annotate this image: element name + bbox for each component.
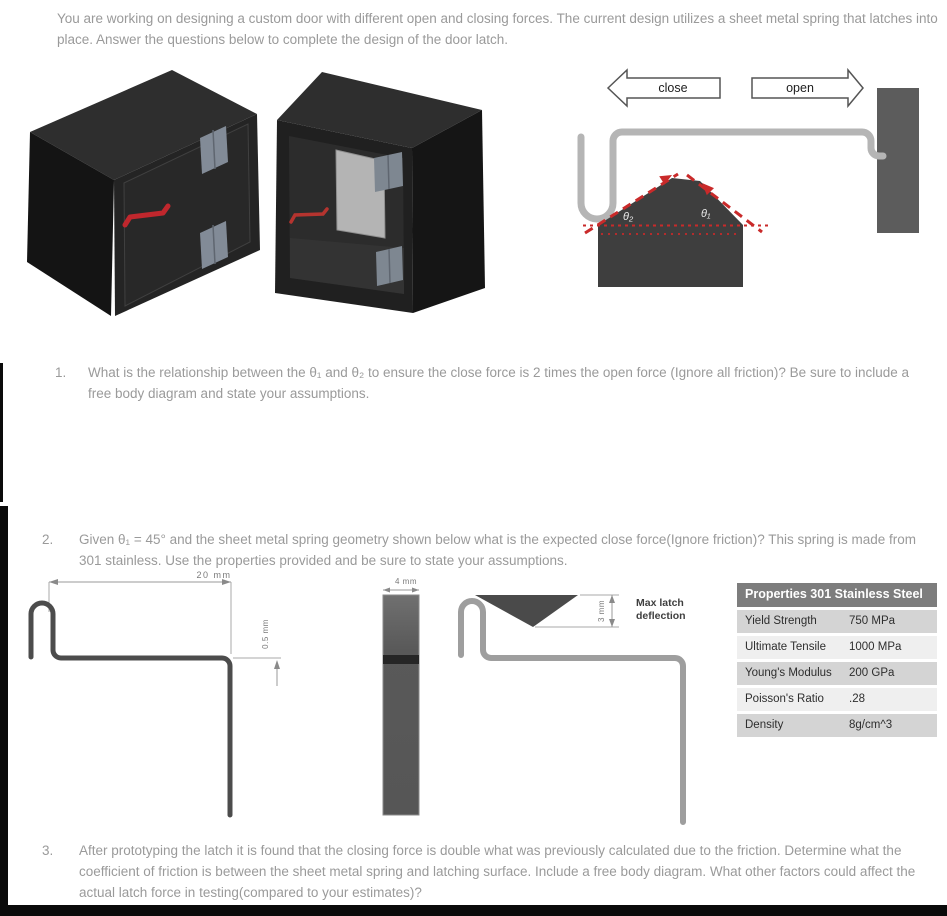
door-edge-block [877, 88, 919, 233]
spring-geometry-drawings [18, 568, 730, 830]
open-arrow-label: open [786, 81, 814, 95]
property-value: .28 [849, 693, 865, 705]
spring-profile [31, 603, 230, 815]
theta1-label: θ₁ [701, 208, 711, 220]
dim-arrow-icon [412, 588, 419, 593]
spring-edge-view-drawing [383, 577, 419, 815]
dim-3mm-label: 3 mm [597, 600, 606, 622]
dim-0p5mm-label: 0.5 mm [261, 619, 270, 649]
hinge-pin [389, 249, 390, 283]
latch-ramp-inverted [475, 595, 578, 627]
property-label: Yield Strength [745, 615, 817, 627]
question-2-text: Given θ₁ = 45° and the sheet metal spring geometry shown below what is the expected close force(Ignore friction)? This spring is made from 301 stainless. Use the properties provided and be sure to state your assumptions. [79, 532, 916, 568]
property-value: 200 GPa [849, 667, 895, 679]
max-latch-deflection-label: deflection [636, 610, 686, 622]
property-value: 750 MPa [849, 615, 896, 627]
properties-table-header: Properties 301 Stainless Steel [737, 583, 937, 610]
property-label: Density [745, 719, 784, 731]
dim-4mm-label: 4 mm [395, 577, 417, 586]
property-label: Poisson's Ratio [745, 693, 824, 705]
table-row [737, 610, 937, 636]
page-edge-line [0, 363, 3, 502]
spring-side-view-drawing [31, 570, 281, 815]
dim-arrow-icon [274, 660, 280, 669]
table-row [737, 636, 937, 662]
door-closed-render [22, 66, 267, 321]
property-value: 8g/cm^3 [849, 719, 893, 731]
table-row [737, 688, 937, 714]
properties-table [737, 583, 937, 740]
page-bottom-bar [0, 905, 947, 916]
spring-edge-bar [383, 595, 419, 815]
dim-arrow-icon [49, 579, 58, 585]
question-1-number: 1. [55, 365, 67, 380]
page-edge-bar [0, 506, 8, 916]
table-row [737, 714, 937, 740]
property-label: Ultimate Tensile [745, 641, 826, 653]
property-label: Young's Modulus [745, 667, 832, 679]
hinge-pin [388, 155, 389, 189]
property-value: 1000 MPa [849, 641, 902, 653]
question-2-number: 2. [42, 532, 54, 547]
dim-arrow-icon [383, 588, 390, 593]
theta2-label: θ₂ [623, 211, 634, 223]
latch-mechanism-diagram [575, 62, 947, 294]
bend-line-band [383, 655, 419, 664]
dim-arrow-icon [609, 595, 615, 603]
max-latch-deflection-label: Max latch [636, 597, 684, 609]
close-arrow-label: close [658, 81, 688, 95]
spring-deflection-drawing [461, 595, 686, 822]
question-3-number: 3. [42, 843, 54, 858]
spring-profile [461, 601, 683, 822]
question-3-text: After prototyping the latch it is found that the closing force is double what was previously calculated due to the friction. Determine what the coefficient of friction is between the sheet metal spring and latching surface. Include a free body diagram. What other factors could affect the actual latch force in testing(compared to your estimates)? [79, 843, 916, 900]
dim-arrow-icon [609, 619, 615, 627]
dim-20mm-label: 20 mm [196, 570, 232, 580]
intro-paragraph: You are working on designing a custom door with different open and closing forces. The current design utilizes a sheet metal spring that latches into place. Answer the questions below to complete the design of the door latch. [57, 11, 938, 47]
table-row [737, 662, 937, 688]
door-open-render [268, 66, 493, 328]
latch-ramp [598, 178, 743, 225]
question-1-text: What is the relationship between the θ₁ and θ₂ to ensure the close force is 2 times the open force (Ignore all friction)? Be sure to include a free body diagram and state your assumptions. [88, 365, 910, 401]
